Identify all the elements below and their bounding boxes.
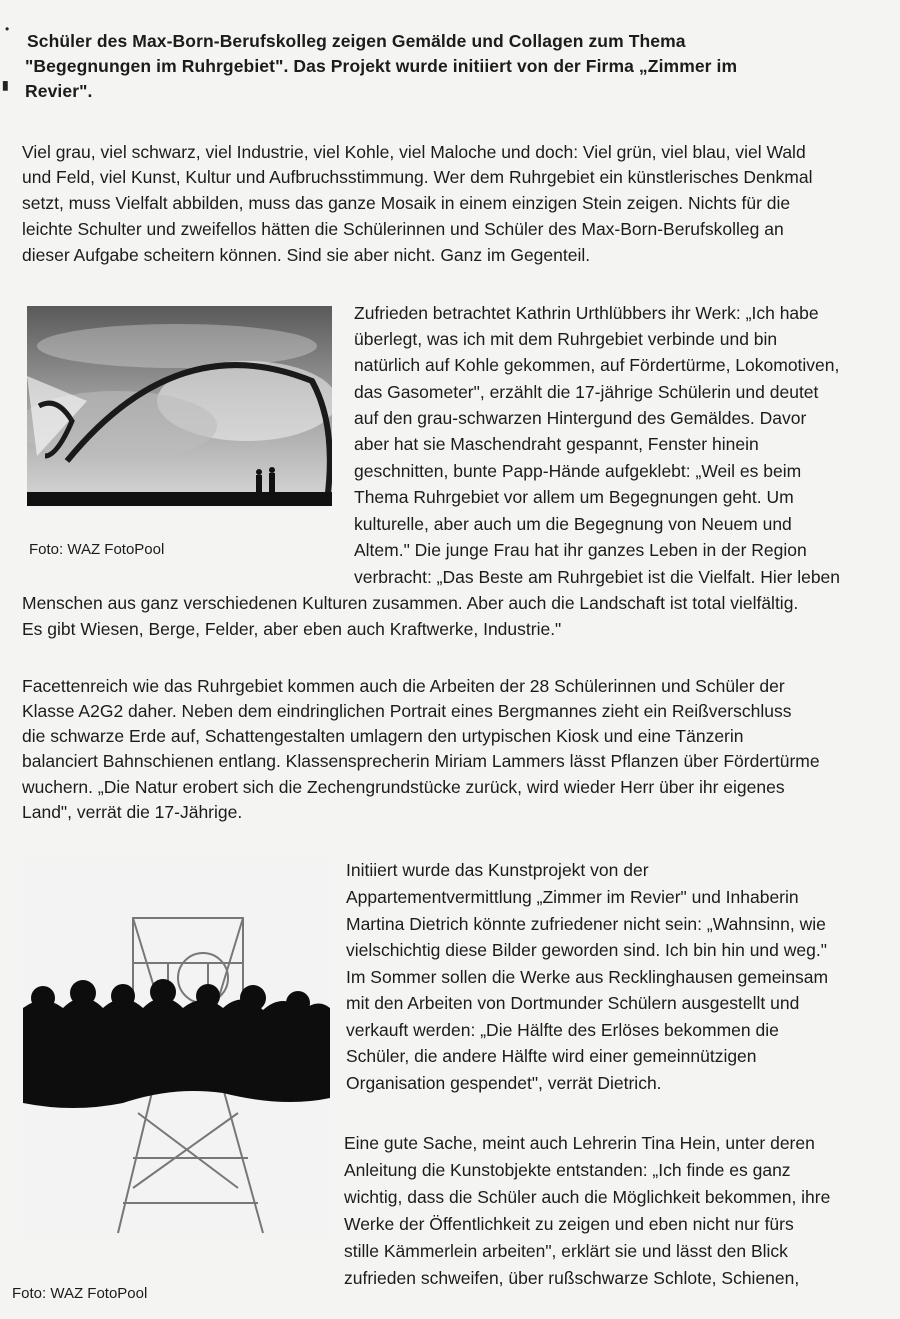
paragraph3-line: Klasse A2G2 daher. Neben dem eindringlichen Portrait eines Bergmannes zieht ein Reißverschluss [22, 701, 792, 721]
paragraph2-line: Thema Ruhrgebiet vor allem um Begegnungen geht. Um [354, 487, 794, 507]
paragraph5-line: zufrieden schweifen, über rußschwarze Schlote, Schienen, [344, 1268, 800, 1288]
headline-line: Revier". [25, 81, 93, 101]
bullet-mark: • [5, 22, 10, 36]
paragraph4-line: vielschichtig diese Bilder geworden sind. Ich bin hin und weg." [346, 940, 827, 960]
photo-artwork-arch [27, 306, 332, 506]
headline-line: Schüler des Max-Born-Berufskolleg zeigen Gemälde und Collagen zum Thema [27, 31, 686, 51]
photo-artwork-headframe [23, 858, 330, 1238]
paragraph5-line: Eine gute Sache, meint auch Lehrerin Tina Hein, unter deren [344, 1133, 815, 1153]
paragraph5-line: stille Kämmerlein arbeiten", erklärt sie und lässt den Blick [344, 1241, 788, 1261]
paragraph4-line: Schüler, die andere Hälfte wird einer gemeinnützigen [346, 1046, 757, 1066]
paragraph2-line: auf den grau-schwarzen Hintergund des Gemäldes. Davor [354, 408, 807, 428]
paragraph5-line: Anleitung die Kunstobjekte entstanden: „Ich finde es ganz [344, 1160, 791, 1180]
paragraph4-line: Im Sommer sollen die Werke aus Recklinghausen gemeinsam [346, 967, 829, 987]
paragraph1-line: Viel grau, viel schwarz, viel Industrie, viel Kohle, viel Maloche und doch: Viel grün, viel blau, viel Wald [22, 142, 806, 162]
paragraph2-line: das Gasometer", erzählt die 17-jährige Schülerin und deutet [354, 382, 819, 402]
paragraph1-line: dieser Aufgabe scheitern können. Sind sie aber nicht. Ganz im Gegenteil. [22, 245, 591, 265]
photo-caption: Foto: WAZ FotoPool [12, 1285, 148, 1302]
paragraph3-line: balanciert Bahnschienen entlang. Klassensprecherin Miriam Lammers lässt Pflanzen über Fördertürme [22, 751, 820, 771]
paragraph3-line: Land", verrät die 17-Jährige. [22, 802, 243, 822]
paragraph2-line: kulturelle, aber auch um die Begegnung von Neuem und [354, 514, 792, 534]
paragraph5-line: Werke der Öffentlichkeit zu zeigen und eben nicht nur fürs [344, 1214, 794, 1234]
paragraph5-line: wichtig, dass die Schüler auch die Möglichkeit bekommen, ihre [344, 1187, 831, 1207]
paragraph1-line: setzt, muss Vielfalt abbilden, muss das ganze Mosaik in einem einzigen Stein zeigen. Nichts für die [22, 193, 791, 213]
paragraph2-line: Menschen aus ganz verschiedenen Kulturen zusammen. Aber auch die Landschaft ist total vielfältig. [22, 593, 799, 613]
bullet-mark: ▮ [2, 78, 9, 92]
paragraph4-line: mit den Arbeiten von Dortmunder Schülern ausgestellt und [346, 993, 800, 1013]
paragraph1-line: und Feld, viel Kunst, Kultur und Aufbruchsstimmung. Wer dem Ruhrgebiet ein künstlerisches Denkmal [22, 167, 813, 187]
paragraph4-line: Initiiert wurde das Kunstprojekt von der [346, 860, 649, 880]
paragraph2-line: Es gibt Wiesen, Berge, Felder, aber eben auch Kraftwerke, Industrie." [22, 619, 562, 639]
paragraph3-line: wuchern. „Die Natur erobert sich die Zechengrundstücke zurück, wird wieder Herr über ihr eigenes [22, 777, 785, 797]
headline-line: "Begegnungen im Ruhrgebiet". Das Projekt wurde initiiert von der Firma „Zimmer im [25, 56, 738, 76]
paragraph3-line: die schwarze Erde auf, Schattengestalten umlagern den urtypischen Kiosk und eine Tänzerin [22, 726, 744, 746]
paragraph2-line: geschnitten, bunte Papp-Hände aufgeklebt: „Weil es beim [354, 461, 802, 481]
paragraph1-line: leichte Schulter und zweifellos hätten die Schülerinnen und Schüler des Max-Born-Berufskolleg an [22, 219, 784, 239]
paragraph2-line: Altem." Die junge Frau hat ihr ganzes Leben in der Region [354, 540, 807, 560]
paragraph2-line: überlegt, was ich mit dem Ruhrgebiet verbinde und bin [354, 329, 778, 349]
photo-caption: Foto: WAZ FotoPool [29, 541, 165, 558]
paragraph2-line: verbracht: „Das Beste am Ruhrgebiet ist die Vielfalt. Hier leben [354, 567, 841, 587]
paragraph2-line: Zufrieden betrachtet Kathrin Urthlübbers ihr Werk: „Ich habe [354, 303, 819, 323]
paragraph4-line: verkauft werden: „Die Hälfte des Erlöses bekommen die [346, 1020, 779, 1040]
paragraph2-line: natürlich auf Kohle gekommen, auf Fördertürme, Lokomotiven, [354, 355, 840, 375]
paragraph2-line: aber hat sie Maschendraht gespannt, Fenster hinein [354, 434, 759, 454]
paragraph4-line: Organisation gespendet", verrät Dietrich. [346, 1073, 662, 1093]
paragraph3-line: Facettenreich wie das Ruhrgebiet kommen auch die Arbeiten der 28 Schülerinnen und Schüler der [22, 676, 785, 696]
paragraph4-line: Martina Dietrich könnte zufriedener nicht sein: „Wahnsinn, wie [346, 914, 826, 934]
paragraph4-line: Appartementvermittlung „Zimmer im Revier" und Inhaberin [346, 887, 799, 907]
